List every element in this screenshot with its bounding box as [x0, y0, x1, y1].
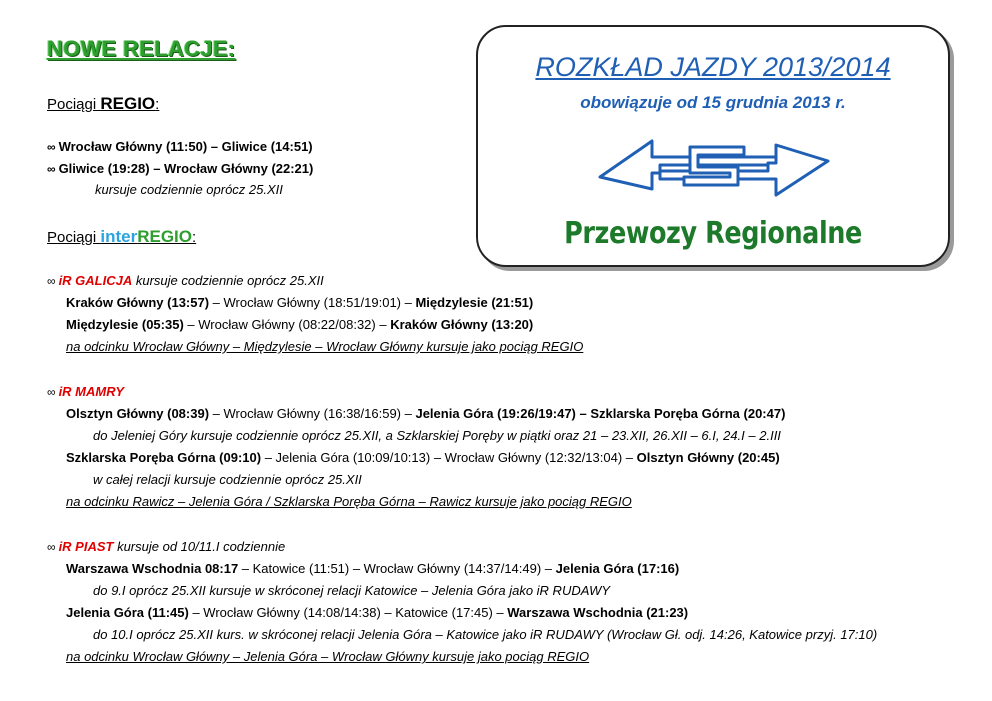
- galicja-row-2-end: Kraków Główny (13:20): [390, 317, 534, 332]
- infobox-title: ROZKŁAD JAZDY 2013/2014: [535, 52, 891, 82]
- infinity-icon: ∞: [47, 385, 56, 399]
- mamry-row-1-start: Olsztyn Główny (08:39): [66, 406, 210, 421]
- piast-row-1-start: Warszawa Wschodnia 08:17: [66, 561, 239, 576]
- galicja-row-1-middle: – Wrocław Główny (18:51/19:01) –: [209, 295, 416, 310]
- mamry-row-2-end: Olsztyn Główny (20:45): [636, 450, 780, 465]
- piast-row-2-start: Jelenia Góra (11:45): [66, 605, 189, 620]
- galicja-row-1-start: Kraków Główny (13:57): [66, 295, 210, 310]
- mamry-row-1-middle: – Wrocław Główny (16:38/16:59) –: [209, 406, 416, 421]
- regio-section-name: REGIO: [100, 94, 156, 113]
- mamry-header: [47, 383, 124, 401]
- infinity-icon: ∞: [47, 540, 56, 554]
- piast-row-2-note: do 10.I oprócz 25.XII kurs. w skróconej relacji Jelenia Góra – Katowice jako iR RUDAWY (Wrocław Gł. odj. 14:26, Katowice przyj. 17:10): [93, 627, 878, 642]
- galicja-name: iR GALICJA: [58, 273, 133, 288]
- regio-section-prefix: Pociągi: [47, 96, 101, 113]
- piast-row-1: [66, 560, 679, 577]
- mamry-row-1-end: Jelenia Góra (19:26/19:47) – Szklarska Poręba Górna (20:47): [415, 406, 786, 421]
- galicja-header-note: kursuje codziennie oprócz 25.XII: [132, 273, 324, 288]
- mamry-name: iR MAMRY: [58, 384, 125, 399]
- mamry-row-2-middle: – Jelenia Góra (10:09/10:13) – Wrocław Główny (12:32/13:04) –: [261, 450, 637, 465]
- regio-line-1: [47, 138, 313, 156]
- infinity-icon: ∞: [47, 162, 56, 176]
- galicja-row-1-end: Międzylesie (21:51): [415, 295, 534, 310]
- page-title: NOWE RELACJE:: [47, 36, 236, 61]
- piast-row-2-middle: – Wrocław Główny (14:08/14:38) – Katowice (17:45) –: [188, 605, 508, 620]
- infinity-icon: ∞: [47, 274, 56, 288]
- galicja-row-2-middle: – Wrocław Główny (08:22/08:32) –: [183, 317, 391, 332]
- galicja-row-1: [66, 294, 533, 311]
- regio-line-2-text: Gliwice (19:28) – Wrocław Główny (22:21): [58, 161, 314, 176]
- galicja-row-2-start: Międzylesie (05:35): [66, 317, 184, 332]
- interregio-name-regio: REGIO: [137, 227, 193, 246]
- interregio-name-inter: inter: [100, 227, 138, 246]
- regio-line-2: [47, 160, 313, 178]
- mamry-row-1-note: do Jeleniej Góry kursuje codziennie oprócz 25.XII, a Szklarskiej Poręby w piątki oraz 21 – 23.XII, 26.XII – 6.I, 24.I – 2.III: [93, 428, 781, 443]
- galicja-row-2: [66, 316, 533, 333]
- piast-header: [47, 538, 285, 556]
- interregio-section-prefix: Pociągi: [47, 229, 101, 246]
- double-arrow-logo-icon: [594, 133, 834, 201]
- piast-row-1-end: Jelenia Góra (17:16): [555, 561, 680, 576]
- regio-section-suffix: :: [155, 96, 160, 113]
- mamry-note: na odcinku Rawicz – Jelenia Góra / Szklarska Poręba Górna – Rawicz kursuje jako pociąg REGIO: [66, 494, 632, 509]
- galicja-note: na odcinku Wrocław Główny – Międzylesie – Wrocław Główny kursuje jako pociąg REGIO: [66, 339, 584, 354]
- piast-header-note: kursuje od 10/11.I codziennie: [113, 539, 286, 554]
- mamry-row-1: [66, 405, 785, 422]
- mamry-row-2-start: Szklarska Poręba Górna (09:10): [66, 450, 262, 465]
- mamry-row-2-note: w całej relacji kursuje codziennie oprócz 25.XII: [93, 472, 362, 487]
- infinity-icon: ∞: [47, 140, 56, 154]
- regio-note: kursuje codziennie oprócz 25.XII: [95, 182, 283, 197]
- regio-section-heading: [47, 94, 159, 114]
- piast-name: iR PIAST: [58, 539, 114, 554]
- piast-row-2-end: Warszawa Wschodnia (21:23): [507, 605, 689, 620]
- brand-name: Przewozy Regionalne: [564, 216, 862, 251]
- infobox-subtitle: obowiązuje od 15 grudnia 2013 r.: [580, 93, 846, 112]
- mamry-row-2: [66, 449, 780, 466]
- piast-row-1-middle: – Katowice (11:51) – Wrocław Główny (14:37/14:49) –: [238, 561, 556, 576]
- piast-note: na odcinku Wrocław Główny – Jelenia Góra – Wrocław Główny kursuje jako pociąg REGIO: [66, 649, 590, 664]
- galicja-header: [47, 272, 324, 290]
- piast-row-2: [66, 604, 688, 621]
- interregio-section-suffix: :: [192, 229, 197, 246]
- interregio-section-heading: [47, 227, 196, 247]
- regio-line-1-text: Wrocław Główny (11:50) – Gliwice (14:51): [58, 139, 313, 154]
- piast-row-1-note: do 9.I oprócz 25.XII kursuje w skróconej relacji Katowice – Jelenia Góra jako iR RUDAWY: [93, 583, 611, 598]
